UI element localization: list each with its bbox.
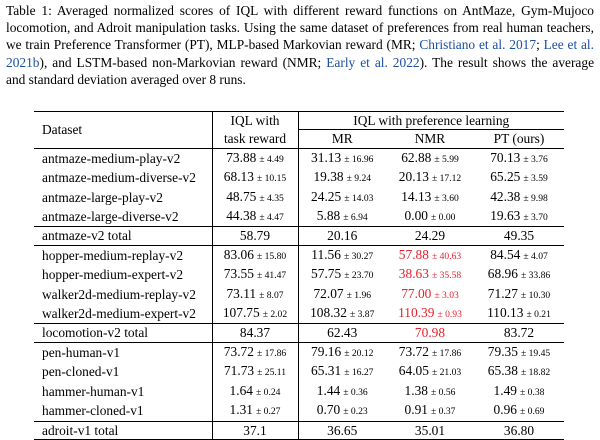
total-row: [34, 324, 564, 342]
nmr-std: ± 0.37: [430, 406, 456, 418]
total-row: [34, 421, 564, 439]
table-caption: [6, 2, 594, 88]
nmr-mean: 110.39: [398, 305, 435, 321]
task-mean: 1.64: [229, 382, 253, 398]
dataset-name-cell: walker2d-medium-expert-v2: [34, 304, 212, 324]
task-std: ± 2.02: [262, 309, 288, 321]
dataset-name-cell: hopper-medium-replay-v2: [34, 245, 212, 265]
header-nmr: NMR: [386, 130, 474, 148]
mr-score-cell: [298, 285, 386, 304]
mr-std: ± 23.70: [344, 270, 374, 282]
nmr-mean: 62.88: [401, 149, 432, 165]
mr-score-cell: [298, 265, 386, 284]
mr-score-cell: [298, 342, 386, 362]
table-row: [34, 207, 564, 227]
task-score-cell: [212, 285, 298, 304]
nmr-total: 24.29: [414, 228, 446, 244]
mr-mean: 57.75: [311, 266, 342, 282]
mr-std: ± 30.27: [343, 250, 374, 262]
pt-score-cell: [474, 188, 564, 207]
task-std: ± 17.86: [256, 347, 287, 359]
table-row: [34, 342, 564, 362]
task-mean: 71.73: [223, 363, 255, 379]
nmr-total-cell: [386, 421, 474, 439]
nmr-score-cell: [386, 188, 474, 207]
nmr-mean: 20.13: [398, 169, 429, 185]
pt-score-cell: [474, 245, 564, 265]
table-row: [34, 168, 564, 187]
pt-score-cell: [474, 168, 564, 187]
table-row: [34, 382, 564, 401]
mr-score-cell: [298, 362, 386, 381]
table-body: [34, 148, 564, 439]
task-total-cell: [212, 227, 298, 245]
pt-score-cell: [474, 382, 564, 401]
nmr-score-cell: [386, 245, 474, 265]
nmr-std: ± 40.63: [431, 250, 462, 262]
task-std: ± 15.80: [256, 250, 287, 262]
task-std: ± 4.35: [259, 192, 284, 204]
dataset-name-cell: antmaze-medium-diverse-v2: [34, 168, 212, 187]
task-score-cell: [212, 188, 298, 207]
mr-score-cell: [298, 188, 386, 207]
pt-mean: 65.25: [490, 169, 521, 185]
mr-std: ± 0.36: [343, 386, 368, 398]
pt-std: ± 0.38: [519, 386, 545, 398]
task-score-cell: [212, 382, 298, 401]
table-row: [34, 245, 564, 265]
mr-mean: 79.16: [311, 343, 342, 359]
dataset-name-cell: hammer-human-v1: [34, 382, 212, 401]
task-total: 37.1: [243, 422, 267, 438]
nmr-std: ± 35.58: [431, 270, 462, 282]
total-row: [34, 227, 564, 245]
pt-total: 36.80: [503, 422, 535, 438]
nmr-score-cell: [386, 382, 474, 401]
task-std: ± 41.47: [256, 270, 287, 282]
mr-std: ± 9.24: [346, 173, 372, 185]
pt-total: 49.35: [503, 228, 535, 244]
header-iql-task-line2: task reward: [212, 130, 298, 148]
nmr-score-cell: [386, 362, 474, 381]
pt-total-cell: [474, 227, 564, 245]
dataset-name-cell: antmaze-large-play-v2: [34, 188, 212, 207]
nmr-mean: 0.91: [404, 402, 428, 418]
task-total-cell: [212, 324, 298, 342]
task-score-cell: [212, 245, 298, 265]
task-mean: 73.88: [226, 149, 257, 165]
task-mean: 68.13: [223, 169, 254, 185]
mr-score-cell: [298, 168, 386, 187]
nmr-mean: 73.72: [398, 343, 429, 359]
task-std: ± 0.27: [255, 406, 281, 418]
header-iql-preference: IQL with preference learning: [298, 112, 564, 130]
nmr-std: ± 17.86: [431, 347, 462, 359]
nmr-std: ± 21.03: [431, 367, 462, 379]
task-mean: 48.75: [226, 188, 257, 204]
mr-mean: 0.70: [316, 402, 341, 418]
mr-total-cell: [298, 421, 386, 439]
nmr-std: ± 3.60: [434, 192, 459, 204]
header-mr: MR: [298, 130, 386, 148]
mr-mean: 11.56: [311, 246, 341, 262]
mr-std: ± 3.87: [349, 309, 375, 321]
nmr-std: ± 3.03: [434, 289, 459, 301]
pt-mean: 68.96: [487, 266, 518, 282]
pt-score-cell: [474, 304, 564, 324]
mr-mean: 1.44: [316, 382, 341, 398]
task-mean: 44.38: [226, 208, 257, 224]
task-mean: 107.75: [222, 305, 260, 321]
mr-mean: 19.38: [313, 169, 344, 185]
pt-total-cell: [474, 421, 564, 439]
pt-mean: 71.27: [487, 285, 518, 301]
nmr-mean: 14.13: [401, 188, 432, 204]
pt-mean: 42.38: [490, 188, 521, 204]
nmr-std: ± 0.56: [430, 386, 456, 398]
pt-std: ± 10.30: [520, 289, 551, 301]
pt-std: ± 19.45: [520, 347, 551, 359]
pt-std: ± 3.76: [523, 153, 548, 165]
mr-mean: 5.88: [316, 208, 341, 224]
dataset-name-cell: antmaze-large-diverse-v2: [34, 207, 212, 227]
citation-link-lee[interactable]: Lee et al. 2021b: [6, 37, 594, 70]
caption-text-2: ;: [536, 37, 544, 53]
pt-mean: 70.13: [490, 149, 521, 165]
task-std: ± 0.24: [255, 386, 281, 398]
nmr-total-cell: [386, 324, 474, 342]
caption-text-4: ). The result shows the average and standard deviation averaged over 8 runs.: [6, 54, 595, 87]
task-mean: 1.31: [229, 402, 253, 418]
mr-total: 36.65: [327, 422, 358, 438]
header-iql-task-line1: IQL with: [212, 112, 298, 130]
task-std: ± 8.07: [259, 289, 284, 301]
mr-std: ± 16.27: [344, 367, 374, 379]
mr-mean: 31.13: [311, 149, 342, 165]
mr-score-cell: [298, 304, 386, 324]
nmr-mean: 1.38: [404, 382, 428, 398]
task-score-cell: [212, 168, 298, 187]
mr-std: ± 14.03: [344, 192, 374, 204]
mr-score-cell: [298, 382, 386, 401]
pt-mean: 1.49: [493, 382, 517, 398]
caption-text-3: ), and LSTM-based non-Markovian reward (NMR;: [39, 54, 327, 70]
nmr-score-cell: [386, 148, 474, 168]
mr-total-cell: [298, 324, 386, 342]
nmr-score-cell: [386, 285, 474, 304]
task-mean: 83.06: [223, 246, 254, 262]
task-score-cell: [212, 342, 298, 362]
pt-score-cell: [474, 401, 564, 421]
nmr-std: ± 17.12: [431, 173, 462, 185]
dataset-name-cell: walker2d-medium-replay-v2: [34, 285, 212, 304]
mr-std: ± 16.96: [344, 153, 374, 165]
results-table-container: [34, 111, 564, 440]
pt-std: ± 3.70: [523, 212, 548, 224]
pt-std: ± 0.21: [526, 309, 551, 321]
total-name-cell: locomotion-v2 total: [34, 324, 212, 342]
table-row: [34, 148, 564, 168]
task-total-cell: [212, 421, 298, 439]
nmr-std: ± 5.99: [434, 153, 459, 165]
nmr-score-cell: [386, 401, 474, 421]
header-pt: PT (ours): [474, 130, 564, 148]
dataset-name-cell: hammer-cloned-v1: [34, 401, 212, 421]
header-row-1: [34, 112, 564, 130]
pt-mean: 65.38: [487, 363, 518, 379]
table-row: [34, 285, 564, 304]
pt-std: ± 0.69: [519, 406, 545, 418]
mr-score-cell: [298, 245, 386, 265]
mr-std: ± 6.94: [343, 212, 368, 224]
nmr-score-cell: [386, 168, 474, 187]
pt-score-cell: [474, 285, 564, 304]
dataset-name-cell: pen-human-v1: [34, 342, 212, 362]
pt-total-cell: [474, 324, 564, 342]
mr-score-cell: [298, 207, 386, 227]
task-mean: 73.55: [223, 266, 254, 282]
mr-std: ± 20.12: [344, 347, 374, 359]
table-row: [34, 401, 564, 421]
nmr-mean: 64.05: [398, 363, 429, 379]
dataset-name-cell: hopper-medium-expert-v2: [34, 265, 212, 284]
nmr-score-cell: [386, 342, 474, 362]
nmr-mean: 77.00: [401, 285, 432, 301]
pt-mean: 110.13: [487, 305, 524, 321]
citation-link-early[interactable]: Early et al. 2022: [326, 54, 420, 70]
task-std: ± 10.15: [256, 173, 287, 185]
pt-score-cell: [474, 265, 564, 284]
table-row: [34, 362, 564, 381]
nmr-mean: 0.00: [404, 208, 428, 224]
pt-mean: 79.35: [487, 343, 518, 359]
header-dataset: Dataset: [34, 112, 212, 149]
pt-std: ± 18.82: [520, 367, 551, 379]
pt-score-cell: [474, 148, 564, 168]
task-score-cell: [212, 401, 298, 421]
nmr-total: 70.98: [414, 325, 446, 341]
task-std: ± 4.49: [259, 153, 284, 165]
pt-std: ± 4.07: [523, 250, 548, 262]
nmr-mean: 38.63: [398, 266, 429, 282]
nmr-mean: 57.88: [398, 246, 429, 262]
dataset-name-cell: antmaze-medium-play-v2: [34, 148, 212, 168]
table-row: [34, 304, 564, 324]
mr-std: ± 1.96: [346, 289, 372, 301]
task-score-cell: [212, 362, 298, 381]
nmr-score-cell: [386, 207, 474, 227]
pt-score-cell: [474, 207, 564, 227]
task-std: ± 4.47: [259, 212, 284, 224]
table-row: [34, 265, 564, 284]
total-name-cell: adroit-v1 total: [34, 421, 212, 439]
task-score-cell: [212, 148, 298, 168]
task-mean: 73.72: [223, 343, 254, 359]
table-row: [34, 188, 564, 207]
task-total: 58.79: [239, 228, 271, 244]
caption-text-1: Table 1: Averaged normalized scores of IQL with different reward functions on AntMaze, Gym-Mujoco locomotion, and Adroit manipulation tasks. Using the same dataset of preferences from real human teachers, we train Preference Transformer (PT), MLP-based Markovian reward (MR;: [6, 3, 594, 53]
task-score-cell: [212, 304, 298, 324]
results-table: [34, 111, 564, 440]
mr-mean: 72.07: [313, 285, 344, 301]
nmr-std: ± 0.00: [430, 212, 456, 224]
task-std: ± 25.11: [257, 367, 287, 379]
nmr-score-cell: [386, 265, 474, 284]
nmr-score-cell: [386, 304, 474, 324]
nmr-total: 35.01: [414, 422, 446, 438]
pt-score-cell: [474, 342, 564, 362]
pt-std: ± 33.86: [520, 270, 551, 282]
mr-score-cell: [298, 148, 386, 168]
pt-std: ± 3.59: [523, 173, 548, 185]
mr-total: 62.43: [327, 325, 358, 341]
dataset-name-cell: pen-cloned-v1: [34, 362, 212, 381]
mr-score-cell: [298, 401, 386, 421]
nmr-total-cell: [386, 227, 474, 245]
nmr-std: ± 0.93: [437, 309, 462, 321]
mr-mean: 65.31: [311, 363, 342, 379]
total-name-cell: antmaze-v2 total: [34, 227, 212, 245]
pt-std: ± 9.98: [523, 192, 548, 204]
mr-total: 20.16: [327, 228, 358, 244]
pt-total: 83.72: [503, 325, 535, 341]
pt-mean: 0.96: [493, 402, 517, 418]
task-score-cell: [212, 207, 298, 227]
task-mean: 73.11: [226, 285, 257, 301]
task-score-cell: [212, 265, 298, 284]
mr-mean: 24.25: [311, 188, 342, 204]
citation-link-christiano[interactable]: Christiano et al. 2017: [419, 37, 537, 53]
pt-score-cell: [474, 362, 564, 381]
task-total: 84.37: [239, 325, 271, 341]
mr-mean: 108.32: [310, 305, 347, 321]
pt-mean: 84.54: [490, 246, 521, 262]
mr-total-cell: [298, 227, 386, 245]
mr-std: ± 0.23: [343, 406, 368, 418]
pt-mean: 19.63: [490, 208, 521, 224]
